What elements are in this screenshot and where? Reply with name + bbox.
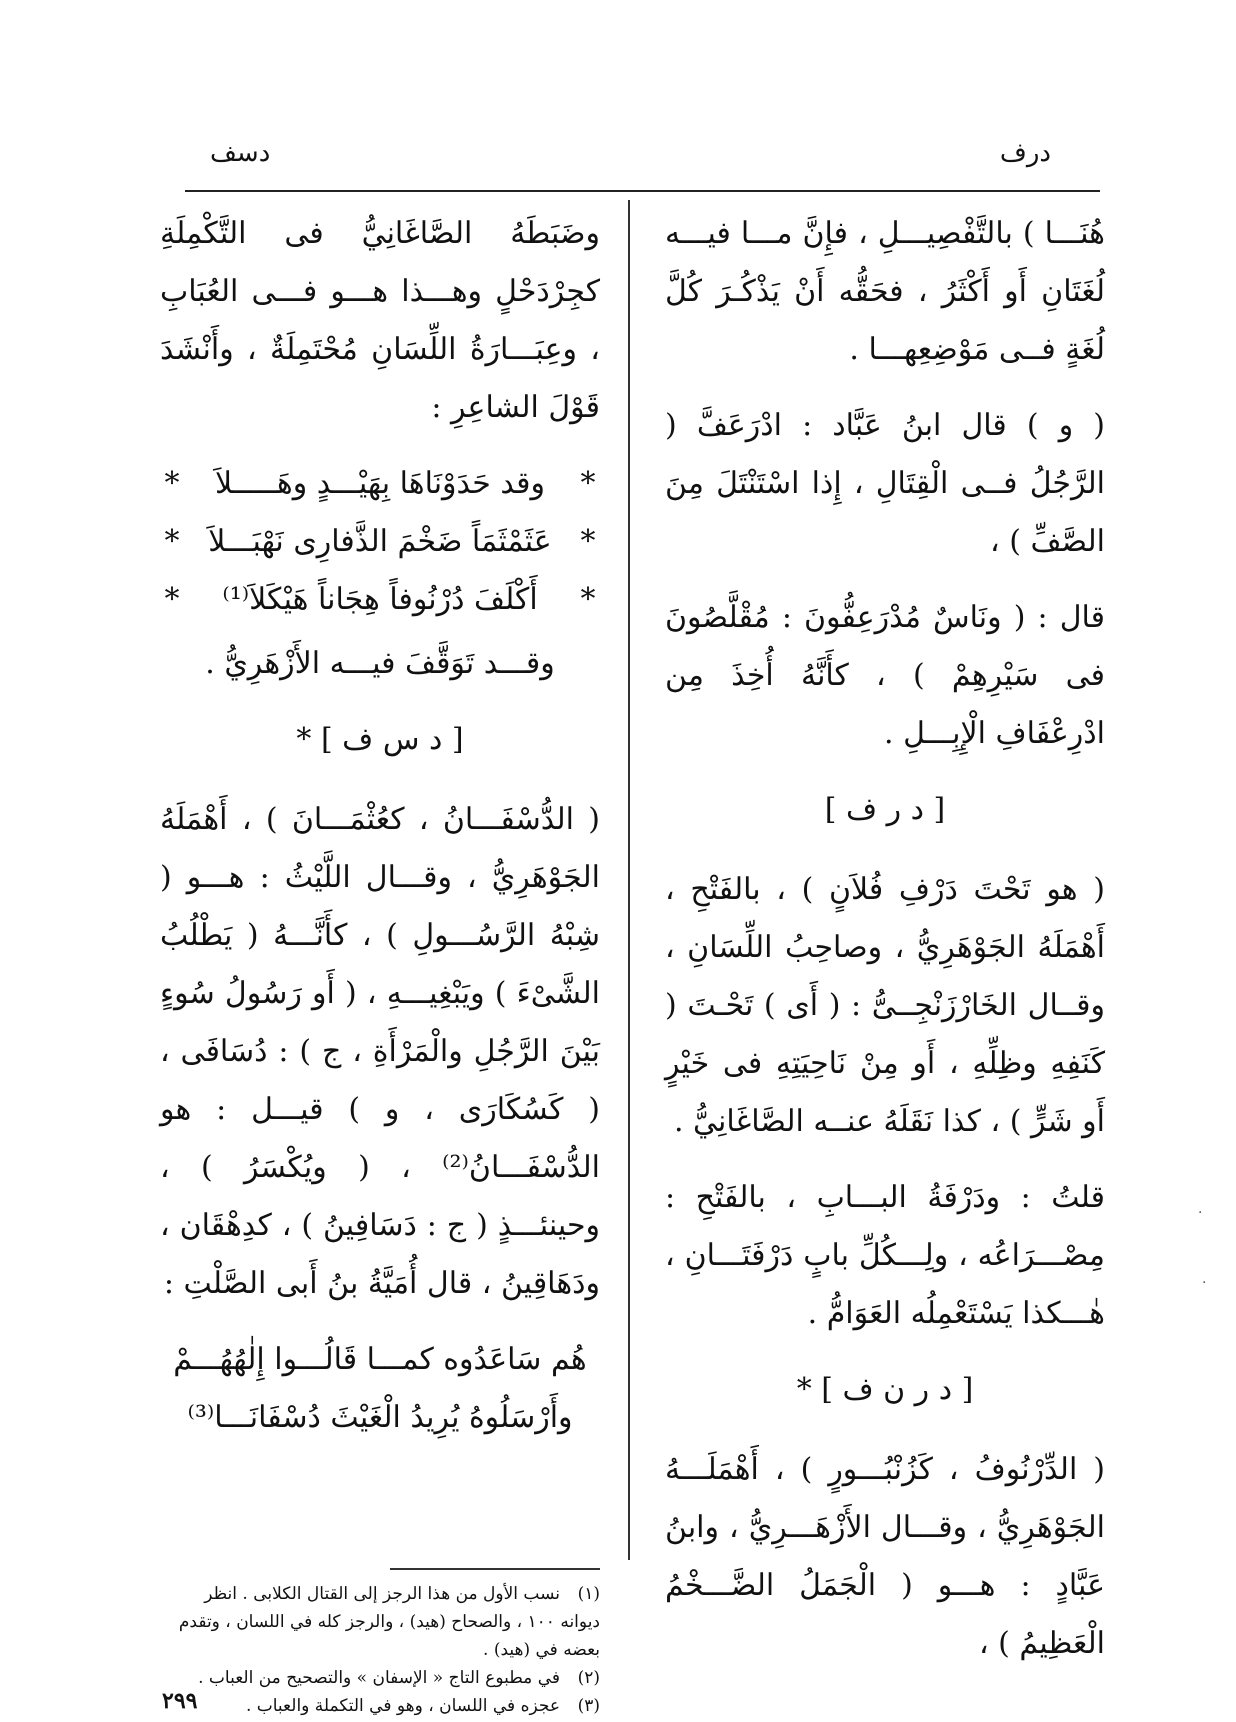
paragraph: ( الدِّرْنُوفُ ، كَزُنْبُـــورٍ ) ، أَهْمَلَـــهُ الجَوْهَرِيُّ ، وقـــال الأَزْهَـــرِيُّ ، وابنُ عَبَّادٍ : هـــو ( الْجَمَلُ الضَّـــخْمُ الْعَظِيمُ ) ، xyxy=(665,1452,1105,1661)
paragraph: ( هو تَحْتَ دَرْفِ فُلاَنٍ ) ، بالفَتْحِ ، أَهْمَلَهُ الجَوْهَرِيُّ ، وصاحِبُ اللِّسَانِ ، وقــال الخَارْزَنْجِــىُّ : ( أَى ) تَحْـتَ ( كَنَفِهِ وظِلِّهِ ، أَو مِنْ نَاحِيَتِهِ فى خَيْرٍ أَو شَرٍّ ) ، كذا نَقَلَهُ عنــه الصَّاغَانِيُّ . xyxy=(665,872,1105,1139)
verse-text: أَكْلَفَ دُرْنُوفاً هِجَاناً هَيْكَلاَ⁽¹⁾ xyxy=(222,582,538,617)
poem-line: وأَرْسَلُوهُ يُرِيدُ الْغَيْثَ دُسْفَانَـــا⁽³⁾ xyxy=(187,1400,573,1435)
footnote-text: عجزه في اللسان ، وهو في التكملة والعباب . xyxy=(245,1696,560,1716)
footnote xyxy=(160,1580,600,1608)
right-column xyxy=(665,205,1105,1691)
paragraph: قال : ( ونَاسٌ مُدْرَعِفُّونَ : مُقْلَّصُونَ فى سَيْرِهِمْ ) ، كأَنَّهُ أُخِذَ مِن ادْرِعْفَافِ الْإِبِـــلِ . xyxy=(665,600,1105,751)
paragraph: ( الدُّسْفَـــانُ ، كعُثْمَـــانَ ) ، أَهْمَلَهُ الجَوْهَرِيُّ ، وقـــال اللَّيْثُ : هـــو ( شِبْهُ الرَّسُـــولِ ) ، كأَنَّـــهُ ( يَطْلُبُ الشَّىْءَ ) ويَبْغِيـــهِ ، ( أَو رَسُولُ سُوءٍ بَيْنَ الرَّجُلِ والْمَرْأَةِ ، ج ) : دُسَافَى ، ( كَسُكَارَى ، و ) قيـــل : هو الدُّسْفَـــانُ⁽²⁾ ، ( ويُكْسَرُ ) ، وحينئـــذٍ ( ج : دَسَافِينُ ) ، كدِهْقَان ، ودَهَاقِينُ ، قال أُمَيَّةُ بنُ أَبى الصَّلْتِ : xyxy=(160,802,600,1301)
verse-line xyxy=(160,571,600,629)
header-keyword-left: دسف xyxy=(210,138,271,168)
verse-text: وقد حَدَوْنَاهَا بِهَيْـــدٍ وهَـــــلاَ xyxy=(215,466,545,501)
header-rule xyxy=(185,190,1100,192)
entry-heading: [ د س ف ] * xyxy=(296,722,464,757)
page-number: ٢٩٩ xyxy=(162,1688,198,1714)
verse-text: عَثَمْثَمَاً ضَخْمَ الذَّفارِى نَهْبَـــلاَ xyxy=(208,524,552,559)
verse-star-end: * xyxy=(164,466,180,501)
verse-star-start: * xyxy=(580,582,596,617)
footnote-text: في مطبوع التاج « الإسفان » والتصحيح من العباب . xyxy=(198,1668,560,1688)
paragraph: قلتُ : ودَرْفَةُ البـــابِ ، بالفَتْحِ : مِصْـــرَاعُه ، ولِـــكُلِّ بابٍ دَرْفَتَـــانِ ، هٰـــكذا يَسْتَعْمِلُه العَوَامُّ . xyxy=(665,1180,1105,1331)
header-keyword-right: درف xyxy=(999,138,1051,168)
entry-heading: [ د ر ن ف ] * xyxy=(796,1372,974,1407)
verse-line xyxy=(160,513,600,571)
footnote-text: نسب الأول من هذا الرجز إلى القتال الكلابى . انظر xyxy=(204,1584,560,1604)
left-column xyxy=(160,205,600,1447)
poem-line: هُم سَاعَدُوه كمـــا قَالُـــوا إِلٰهُهُـــمْ xyxy=(173,1342,587,1377)
footnote-number: (٣) xyxy=(577,1696,600,1716)
footnote xyxy=(160,1692,600,1720)
verse-star-end: * xyxy=(164,524,180,559)
verse-star-end: * xyxy=(164,582,180,617)
footnote-number: (٢) xyxy=(577,1668,600,1688)
paragraph: وضَبَطَهُ الصَّاغَانِيُّ فى التَّكْمِلَةِ كجِرْدَحْلٍ وهـــذا هـــو فـــى العُبَابِ ، وعِبَـــارَةُ اللِّسَانِ مُحْتَمِلَةٌ ، وأَنْشَدَ قَوْلَ الشاعِرِ : xyxy=(160,216,600,425)
paragraph: ( و ) قال ابنُ عَبَّاد : ادْرَعَفَّ ( الرَّجُلُ فــى الْقِتَالِ ، إِذا اسْتَنْتَلَ مِنَ الصَّفِّ ) ، xyxy=(665,408,1105,559)
paragraph: وقـــد تَوَقَّفَ فيـــه الأَزْهَرِيُّ . xyxy=(205,646,555,681)
footnotes xyxy=(160,1580,600,1720)
footnote-number: (١) xyxy=(577,1584,600,1604)
paragraph: هُنَـــا ) بالتَّفْصِيـــلِ ، فإِنَّ مـــا فيـــه لُغَتَانِ أَو أَكْثَرُ ، فحَقُّه أَنْ يَذْكُـرَ كُلَّ لُغَةٍ فــى مَوْضِعِهـــا . xyxy=(665,216,1105,367)
verse-star-start: * xyxy=(580,466,596,501)
margin-mark: · xyxy=(1198,1205,1203,1221)
entry-heading: [ د ر ف ] xyxy=(824,792,946,827)
verse-line xyxy=(160,455,600,513)
footnote-rule xyxy=(390,1568,600,1570)
verse-star-start: * xyxy=(580,524,596,559)
footnote-continuation: ديوانه ١٠٠ ، والصحاح (هيد) ، والرجز كله في اللسان ، وتقدم بعضه في (هيد) . xyxy=(178,1612,600,1660)
column-divider xyxy=(628,200,630,1560)
margin-mark: · xyxy=(1202,1275,1207,1291)
footnote xyxy=(160,1664,600,1692)
